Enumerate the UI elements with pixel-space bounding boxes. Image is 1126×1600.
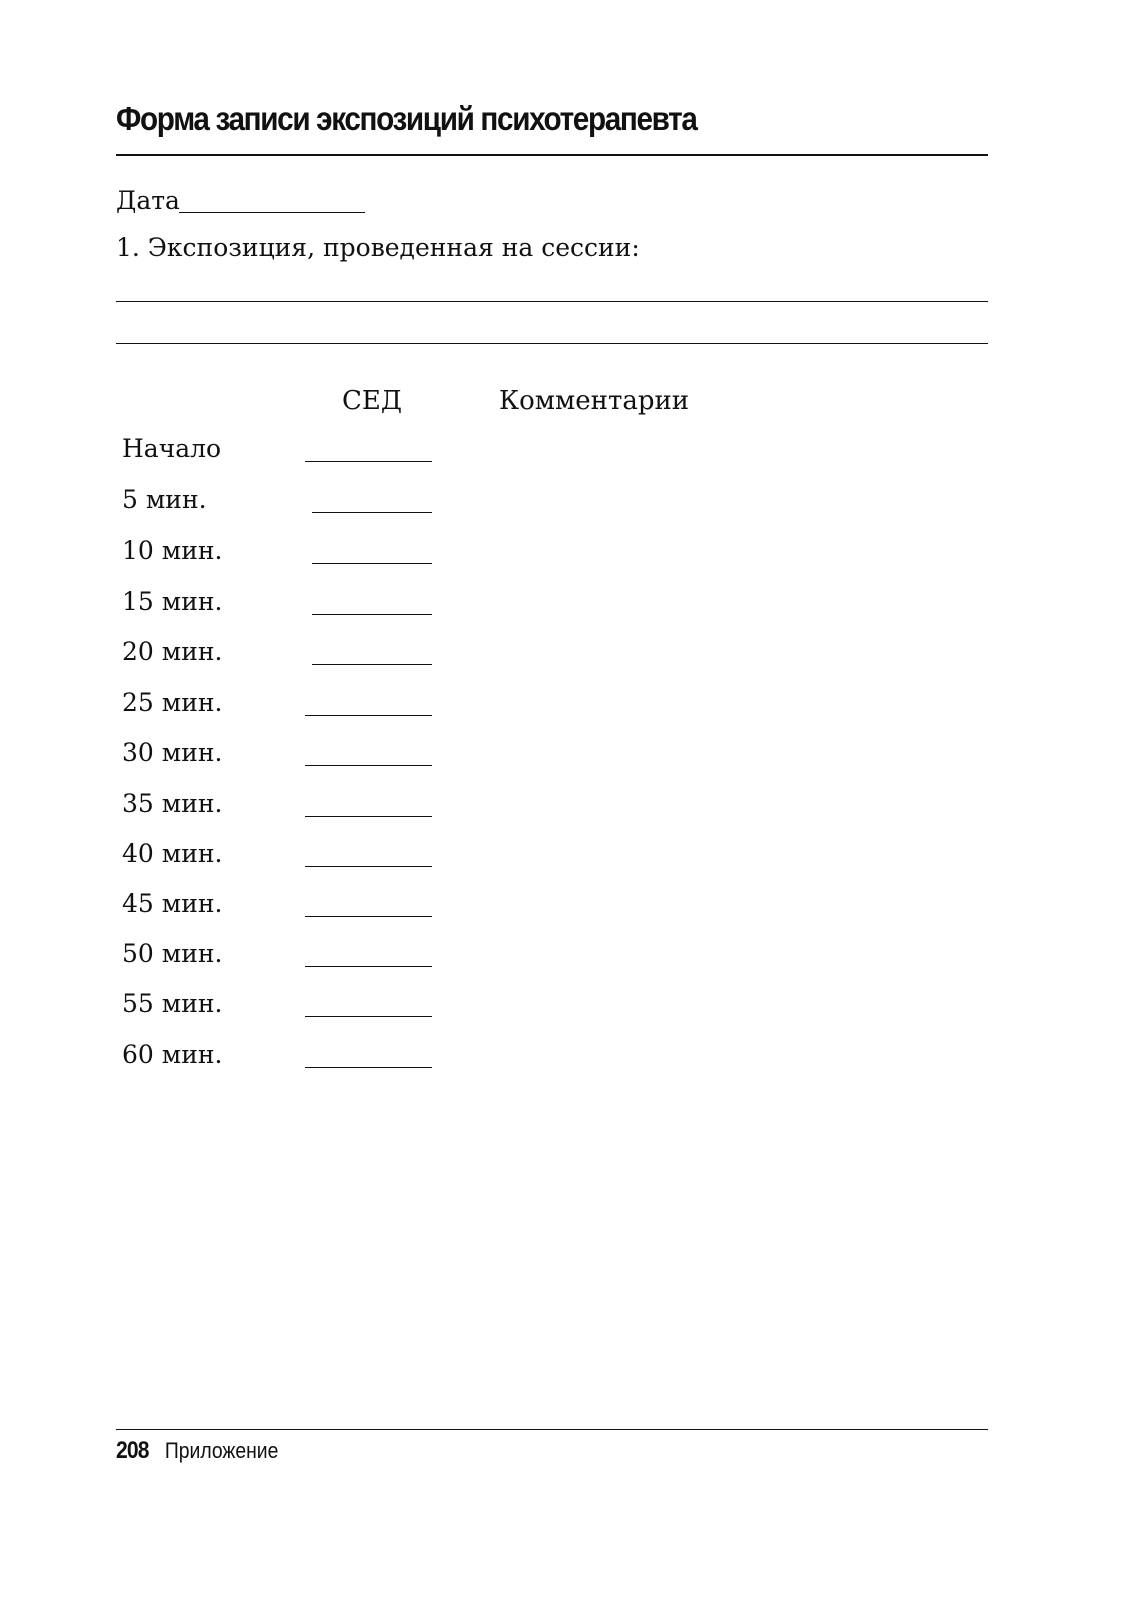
answer-line-2[interactable]	[116, 343, 988, 344]
time-row	[122, 434, 432, 474]
time-label: 5 мин.	[122, 485, 207, 514]
time-label: 55 мин.	[122, 989, 223, 1018]
time-label: 50 мин.	[122, 939, 223, 968]
time-row	[122, 939, 432, 979]
footer-rule	[116, 1429, 988, 1430]
column-header-sed: СЕД	[342, 386, 403, 416]
section-name: Приложение	[164, 1438, 279, 1463]
sed-blank-line[interactable]	[305, 816, 432, 817]
time-label: 30 мин.	[122, 738, 223, 767]
sed-blank-line[interactable]	[305, 866, 432, 867]
time-row	[122, 536, 432, 576]
time-row	[122, 989, 432, 1029]
time-label: 20 мин.	[122, 637, 223, 666]
time-row	[122, 839, 432, 879]
sed-blank-line[interactable]	[305, 715, 432, 716]
sed-blank-line[interactable]	[312, 664, 432, 665]
sed-blank-line[interactable]	[312, 563, 432, 564]
exposure-question: 1. Экспозиция, проведенная на сессии:	[116, 233, 640, 262]
column-header-comments: Комментарии	[499, 386, 690, 416]
time-label: 15 мин.	[122, 587, 223, 616]
sed-blank-line[interactable]	[305, 916, 432, 917]
time-label: 40 мин.	[122, 839, 223, 868]
sed-blank-line[interactable]	[305, 461, 432, 462]
sed-blank-line[interactable]	[305, 1016, 432, 1017]
sed-blank-line[interactable]	[312, 512, 432, 513]
page-number: 208	[116, 1437, 149, 1464]
time-row	[122, 889, 432, 929]
title-rule	[116, 154, 988, 156]
page-footer	[116, 1437, 278, 1465]
sed-blank-line[interactable]	[305, 966, 432, 967]
sed-blank-line[interactable]	[305, 765, 432, 766]
time-row	[122, 637, 432, 677]
page-title: Форма записи экспозиций психотерапевта	[116, 100, 697, 137]
time-row	[122, 485, 432, 525]
date-label: Дата	[116, 186, 180, 215]
time-label: 60 мин.	[122, 1040, 223, 1069]
time-row	[122, 1040, 432, 1080]
time-label: Начало	[122, 434, 222, 463]
time-label: 35 мин.	[122, 789, 223, 818]
time-row	[122, 587, 432, 627]
sed-blank-line[interactable]	[305, 1067, 432, 1068]
sed-blank-line[interactable]	[312, 614, 432, 615]
time-label: 25 мин.	[122, 688, 223, 717]
time-row	[122, 688, 432, 728]
time-row	[122, 789, 432, 829]
time-row	[122, 738, 432, 778]
answer-line-1[interactable]	[116, 301, 988, 302]
time-label: 45 мин.	[122, 889, 223, 918]
date-blank-line[interactable]	[179, 212, 365, 213]
time-label: 10 мин.	[122, 536, 223, 565]
